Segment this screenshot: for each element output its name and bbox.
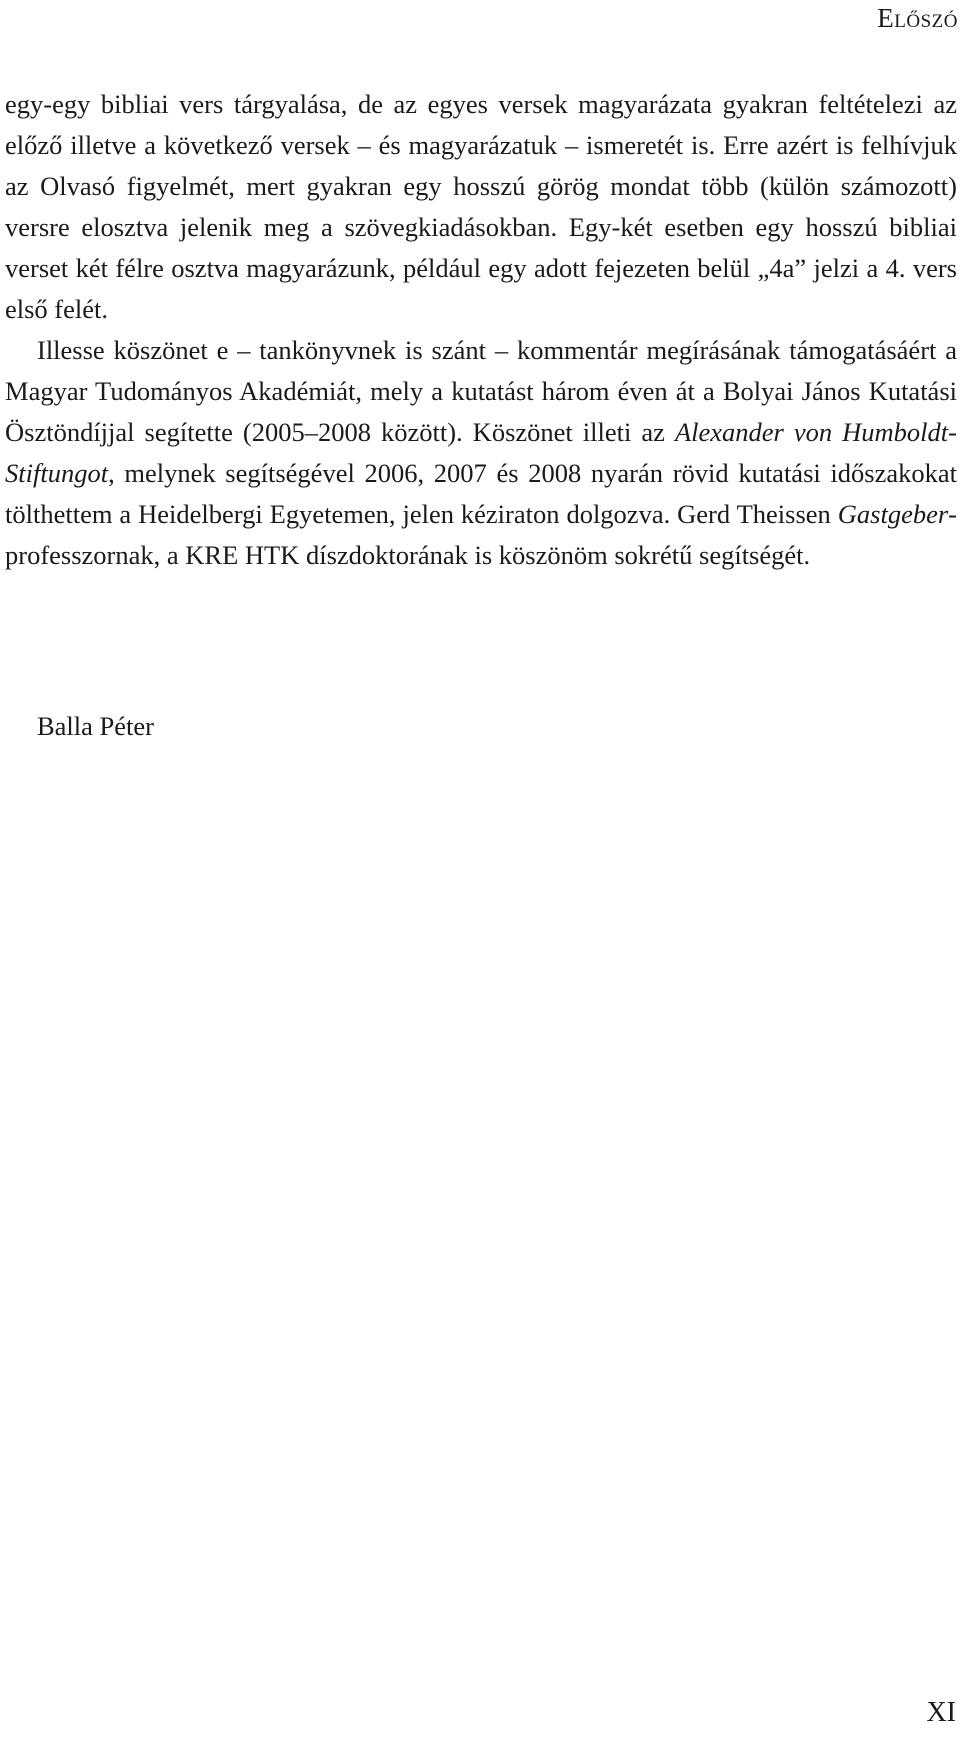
paragraph bbox=[5, 84, 957, 330]
page-number: XI bbox=[926, 1697, 956, 1728]
paragraph-text: egy-egy bibliai vers tárgyalása, de az egyes versek magyarázata gyakran feltételezi az előző illetve a következő versek – és magyarázatuk – ismeretét is. Erre azért is felhívjuk az Olvasó figyelmét, mert gyakran egy hosszú görög mondat több (külön számozott) versre elosztva jelenik meg a szövegkiadásokban. Egy-két esetben egy hosszú bibliai verset két félre osztva magyarázunk, például egy adott fejezeten belül „4a” jelzi a 4. vers első felét. bbox=[5, 89, 957, 324]
italic-foundation-name: Alexander von Humboldt-Stiftungot bbox=[5, 417, 957, 488]
body-text bbox=[5, 84, 957, 576]
paragraph-text: Illesse köszönet e – tankönyvnek is szánt – kommentár megírásának támogatásáért a Magyar Tudományos Akadémiát, mely a kutatást három éven át a Bolyai János Kutatási Ösztöndíjjal segítette (2005–2008 között). Köszönet illeti az bbox=[5, 335, 957, 447]
paragraph-text: , melynek segítségével 2006, 2007 és 2008 nyarán rövid kutatási időszakokat tölthettem a Heidelbergi Egyetemen, jelen kéziraton dolgozva. Gerd Theissen bbox=[5, 458, 957, 529]
italic-term: Gastgeber bbox=[837, 499, 949, 529]
author-signature: Balla Péter bbox=[37, 711, 154, 741]
paragraph-text: -professzornak, a KRE HTK díszdoktorának is köszönöm sokrétű segítségét. bbox=[5, 499, 957, 570]
running-head: Előszó bbox=[877, 3, 958, 33]
paragraph bbox=[5, 330, 957, 576]
